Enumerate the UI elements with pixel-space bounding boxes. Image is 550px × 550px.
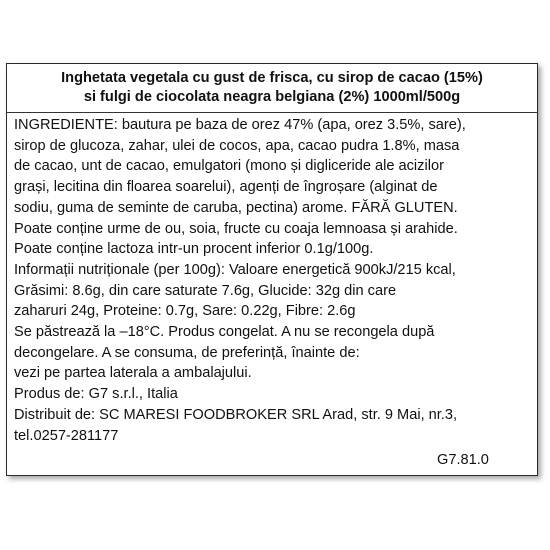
nutrition-line: Informații nutriționale (per 100g): Valoare energetică 900kJ/215 kcal,	[14, 261, 456, 278]
product-code: G7.81.0	[437, 452, 489, 468]
distributor-phone-line: tel.0257-281177	[14, 427, 119, 444]
nutrition-line: zaharuri 24g, Proteine: 0.7g, Sare: 0.22g, Fibre: 2.6g	[14, 303, 356, 320]
distributor-line: Distribuit de: SC MARESI FOODBROKER SRL Arad, str. 9 Mai, nr.3,	[14, 406, 458, 423]
product-title	[7, 64, 537, 107]
ingredients-line: de cacao, unt de cacao, emulgatori (mono și digliceride ale acizilor	[14, 158, 444, 175]
allergen-line: Poate conține urme de ou, soia, fructe cu coaja lemnoasa și arahide.	[14, 220, 458, 237]
producer-line: Produs de: G7 s.r.l., Italia	[14, 386, 178, 403]
allergen-line: Poate conține lactoza intr-un procent inferior 0.1g/100g.	[14, 241, 374, 258]
storage-line: decongelare. A se consuma, de preferință, înainte de:	[14, 344, 360, 361]
ingredients-line: sodiu, guma de seminte de caruba, pectina) arome. FĂRĂ GLUTEN.	[14, 199, 458, 216]
product-label	[6, 63, 538, 476]
product-title-line-2: si fulgi de ciocolata neagra belgiana (2%) 1000ml/500g	[83, 89, 461, 105]
ingredients-line: sirop de glucoza, zahar, ulei de cocos, apa, cacao pudra 1.8%, masa	[14, 137, 460, 154]
ingredients-line: INGREDIENTE: bautura pe baza de orez 47% (apa, orez 3.5%, sare),	[14, 117, 466, 133]
product-title-line-1: Inghetata vegetala cu gust de frisca, cu sirop de cacao (15%)	[61, 70, 483, 86]
ingredients-line: grași, lecitina din floarea soarelui), agenți de îngroșare (alginat de	[14, 179, 438, 196]
label-body	[7, 113, 537, 446]
nutrition-line: Grăsimi: 8.6g, din care saturate 7.6g, Glucide: 32g din care	[14, 282, 397, 299]
storage-line: vezi pe partea laterala a ambalajului.	[14, 365, 252, 382]
storage-line: Se păstrează la –18°C. Produs congelat. A nu se recongela după	[14, 324, 435, 341]
